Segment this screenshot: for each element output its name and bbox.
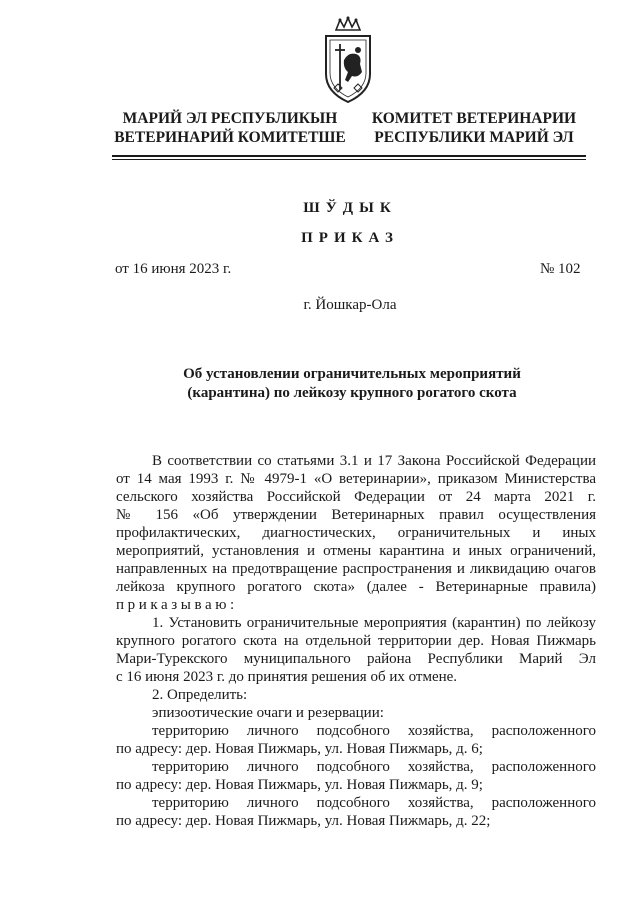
coat-of-arms-icon (318, 16, 378, 104)
body-line: от 14 мая 1993 г. № 4979-1 «О ветеринарии», приказом Министерства (116, 471, 596, 487)
header-divider-thin (112, 159, 586, 160)
body-line: 2. Определить: (152, 687, 248, 703)
body-line: территорию личного подсобного хозяйства, расположенного (152, 795, 596, 811)
body-line: 1. Установить ограничительные мероприятия (карантин) по лейкозу (152, 615, 596, 631)
doc-number: № 102 (540, 261, 581, 277)
body-line: мероприятий, установления и отмены карантина и иных ограничений, (116, 543, 596, 559)
body-line: территорию личного подсобного хозяйства, расположенного (152, 723, 596, 739)
body-line: территорию личного подсобного хозяйства, расположенного (152, 759, 596, 775)
body-line: эпизоотические очаги и резервации: (152, 705, 384, 721)
body-line: крупного рогатого скота на отдельной территории дер. Новая Пижмарь (116, 633, 596, 649)
body-line: В соответствии со статьями 3.1 и 17 Закона Российской Федерации (152, 453, 596, 469)
body-line: сельского хозяйства Российской Федерации от 24 марта 2021 г. (116, 489, 596, 505)
header-left-org-name: МАРИЙ ЭЛ РЕСПУБЛИКЫН ВЕТЕРИНАРИЙ КОМИТЕТШЕ (114, 110, 346, 146)
body-line: № 156 «Об утверждении Ветеринарных правил осуществления (116, 507, 596, 523)
header-divider-thick (112, 155, 586, 157)
header-right-org-name: КОМИТЕТ ВЕТЕРИНАРИИ РЕСПУБЛИКИ МАРИЙ ЭЛ (371, 110, 577, 146)
body-line: с 16 июня 2023 г. до принятия решения об их отмене. (116, 669, 458, 685)
doc-date: от 16 июня 2023 г. (115, 261, 232, 277)
body-line: по адресу: дер. Новая Пижмарь, ул. Новая Пижмарь, д. 6; (116, 741, 483, 757)
doc-city: г. Йошкар-Ола (303, 297, 397, 313)
doc-subject: Об установлении ограничительных мероприятий (карантина) по лейкозу крупного рогатого скота (183, 366, 521, 401)
body-line: по адресу: дер. Новая Пижмарь, ул. Новая Пижмарь, д. 22; (116, 813, 491, 829)
body-line: Мари-Турекского муниципального района Республики Марий Эл (116, 651, 596, 667)
body-line: лейкоза крупного рогатого скота» (далее - Ветеринарные правила) (116, 579, 596, 595)
doc-type-mari: ШЎДЫК (303, 200, 397, 216)
body-line: профилактических, диагностических, ограничительных и иных (116, 525, 596, 541)
body-line: по адресу: дер. Новая Пижмарь, ул. Новая Пижмарь, д. 9; (116, 777, 483, 793)
body-line-order-word: приказываю: (116, 597, 238, 613)
body-line: направленных на предотвращение распространения и ликвидацию очагов (116, 561, 596, 577)
doc-type-ru: ПРИКАЗ (301, 230, 399, 246)
